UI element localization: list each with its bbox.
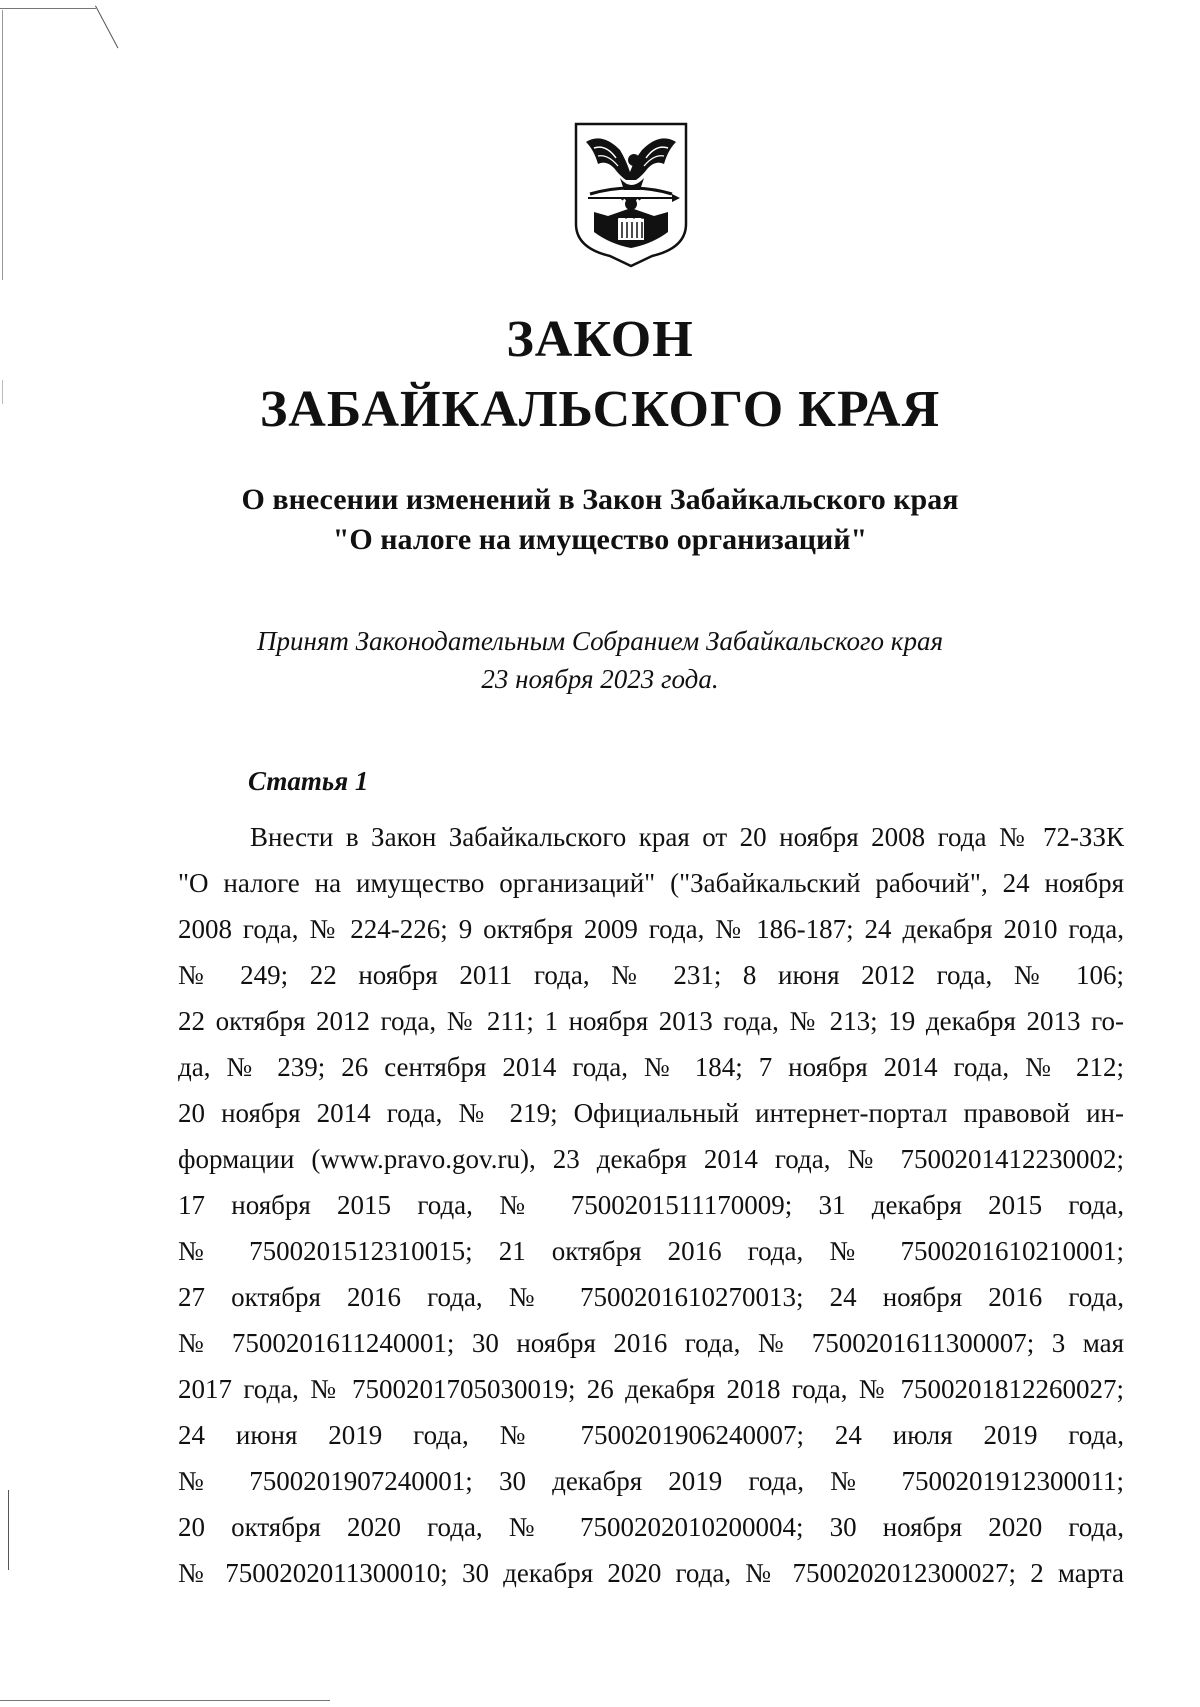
adoption-note-line: 23 ноября 2023 года.	[481, 664, 719, 694]
law-title-line: ЗАКОН	[506, 311, 694, 368]
body-line: "О налоге на имущество организаций" ("Забайкальский рабочий", 24 ноября	[178, 868, 1124, 898]
adoption-note-line: Принят Законодательным Собранием Забайкальского края	[256, 626, 943, 656]
body-line: 24 июня 2019 года, № 7500201906240007; 24 июля 2019 года,	[178, 1420, 1124, 1450]
scan-artifact	[8, 1490, 9, 1570]
body-line: 17 ноября 2015 года, № 7500201511170009; 31 декабря 2015 года,	[178, 1190, 1124, 1220]
body-line: 2017 года, № 7500201705030019; 26 декабря 2018 года, № 7500201812260027;	[178, 1374, 1124, 1404]
body-line: 22 октября 2012 года, № 211; 1 ноября 2013 года, № 213; 19 декабря 2013 го-	[178, 1006, 1124, 1036]
body-line: 20 октября 2020 года, № 7500202010200004; 30 ноября 2020 года,	[178, 1512, 1124, 1542]
law-subtitle-line: О внесении изменений в Закон Забайкальского края	[241, 483, 959, 516]
body-line: № 7500201907240001; 30 декабря 2019 года, № 7500201912300011;	[178, 1466, 1124, 1496]
body-line: 2008 года, № 224-226; 9 октября 2009 года, № 186-187; 24 декабря 2010 года,	[178, 914, 1124, 944]
law-title	[0, 305, 1200, 445]
law-subtitle-line: "О налоге на имущество организаций"	[332, 523, 868, 556]
coat-of-arms-icon	[572, 120, 690, 268]
body-line: 27 октября 2016 года, № 7500201610270013; 24 ноября 2016 года,	[178, 1282, 1124, 1312]
body-line: № 7500202011300010; 30 декабря 2020 года, № 7500202012300027; 2 марта	[178, 1558, 1124, 1588]
law-subtitle	[0, 480, 1200, 560]
adoption-note	[0, 622, 1200, 698]
body-line: да, № 239; 26 сентября 2014 года, № 184; 7 ноября 2014 года, № 212;	[178, 1052, 1124, 1082]
scan-artifact	[2, 10, 3, 280]
body-line: формации (www.pravo.gov.ru), 23 декабря 2014 года, № 7500201412230002;	[178, 1144, 1124, 1174]
article-heading: Статья 1	[248, 766, 369, 796]
body-line: 20 ноября 2014 года, № 219; Официальный интернет-портал правовой ин-	[178, 1098, 1124, 1128]
scan-artifact	[95, 6, 118, 49]
body-line: № 7500201611240001; 30 ноября 2016 года, № 7500201611300007; 3 мая	[178, 1328, 1124, 1358]
body-line: № 249; 22 ноября 2011 года, № 231; 8 июня 2012 года, № 106;	[178, 960, 1124, 990]
law-title-line: ЗАБАЙКАЛЬСКОГО КРАЯ	[259, 381, 941, 438]
body-line: Внести в Закон Забайкальского края от 20 ноября 2008 года № 72-ЗЗК	[250, 822, 1124, 852]
scan-artifact	[0, 1700, 330, 1701]
scan-artifact	[0, 8, 96, 9]
article-body	[178, 814, 1124, 1596]
body-line: № 7500201512310015; 21 октября 2016 года, № 7500201610210001;	[178, 1236, 1124, 1266]
